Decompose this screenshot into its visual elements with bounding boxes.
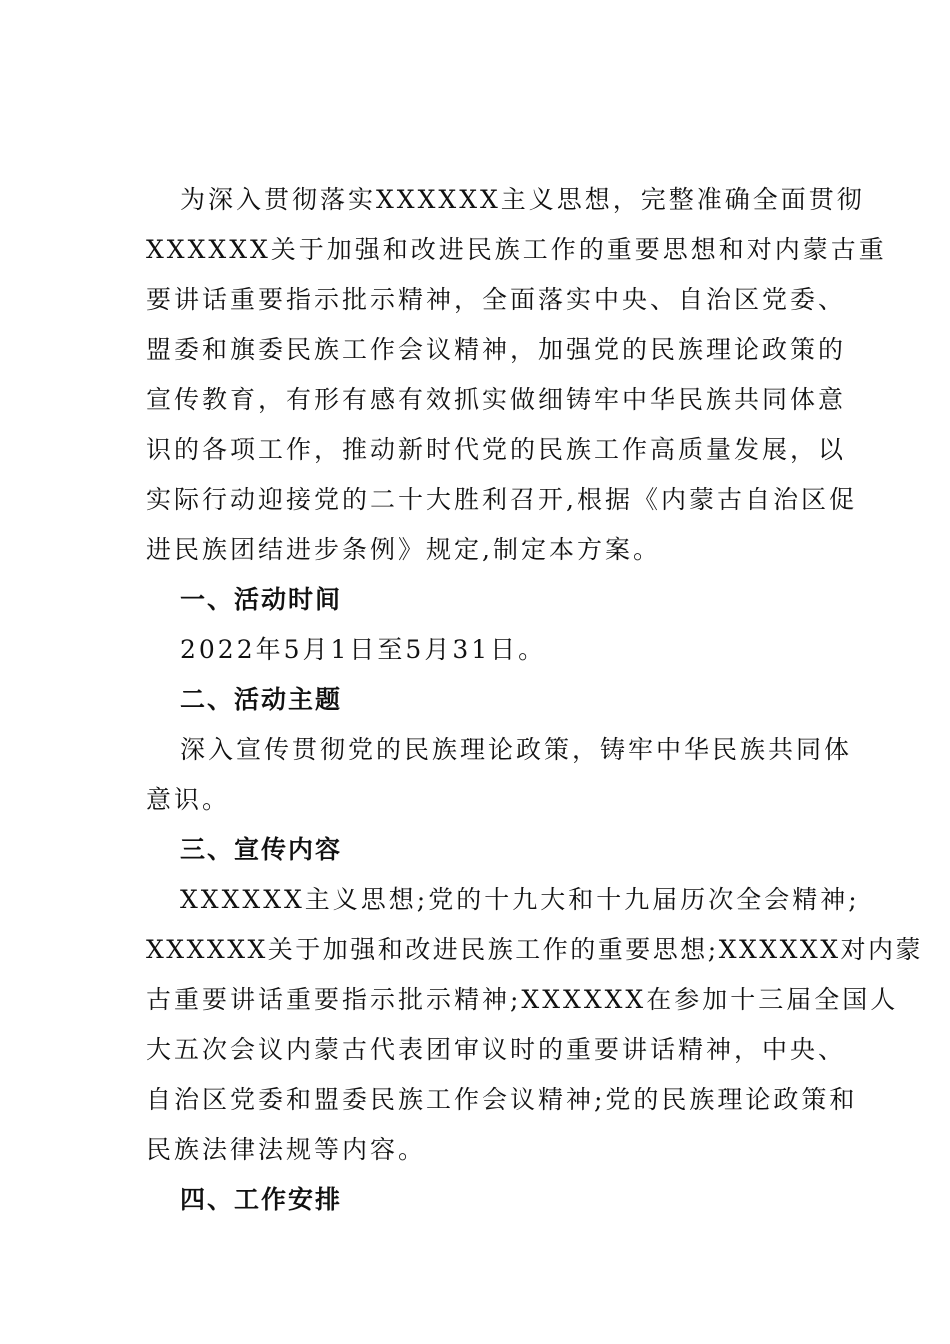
section-2-line-2: 意识。 <box>146 785 231 814</box>
section-3-line-1: XXXXXX主义思想;党的十九大和十九届历次全会精神; <box>180 885 860 914</box>
intro-line-1: 为深入贯彻落实XXXXXX主义思想，完整准确全面贯彻 <box>180 185 865 214</box>
intro-line-6: 识的各项工作，推动新时代党的民族工作高质量发展，以 <box>146 435 847 464</box>
intro-line-4: 盟委和旗委民族工作会议精神，加强党的民族理论政策的 <box>146 335 847 364</box>
section-2-line-1: 深入宣传贯彻党的民族理论政策，铸牢中华民族共同体 <box>180 735 853 764</box>
intro-line-3: 要讲话重要指示批示精神，全面落实中央、自治区党委、 <box>146 285 847 314</box>
intro-line-7: 实际行动迎接党的二十大胜利召开,根据《内蒙古自治区促 <box>146 485 857 514</box>
section-4-heading: 四、工作安排 <box>180 1185 343 1214</box>
section-3-heading: 三、宣传内容 <box>180 835 343 864</box>
section-3-line-3: 古重要讲话重要指示批示精神;XXXXXX在参加十三届全国人 <box>146 985 899 1014</box>
section-3-line-2: XXXXXX关于加强和改进民族工作的重要思想;XXXXXX对内蒙 <box>146 935 923 964</box>
section-1-line-1: 2022年5月1日至5月31日。 <box>180 635 547 664</box>
section-2-heading: 二、活动主题 <box>180 685 343 714</box>
section-3-line-4: 大五次会议内蒙古代表团审议时的重要讲话精神，中央、 <box>146 1035 847 1064</box>
section-3-line-6: 民族法律法规等内容。 <box>146 1135 427 1164</box>
section-1-heading: 一、活动时间 <box>180 585 343 614</box>
document-title <box>0 134 950 170</box>
section-3-line-5: 自治区党委和盟委民族工作会议精神;党的民族理论政策和 <box>146 1085 858 1114</box>
intro-line-2: XXXXXX关于加强和改进民族工作的重要思想和对内蒙古重 <box>146 235 887 264</box>
intro-line-8: 进民族团结进步条例》规定,制定本方案。 <box>146 535 661 564</box>
intro-line-5: 宣传教育，有形有感有效抓实做细铸牢中华民族共同体意 <box>146 385 847 414</box>
